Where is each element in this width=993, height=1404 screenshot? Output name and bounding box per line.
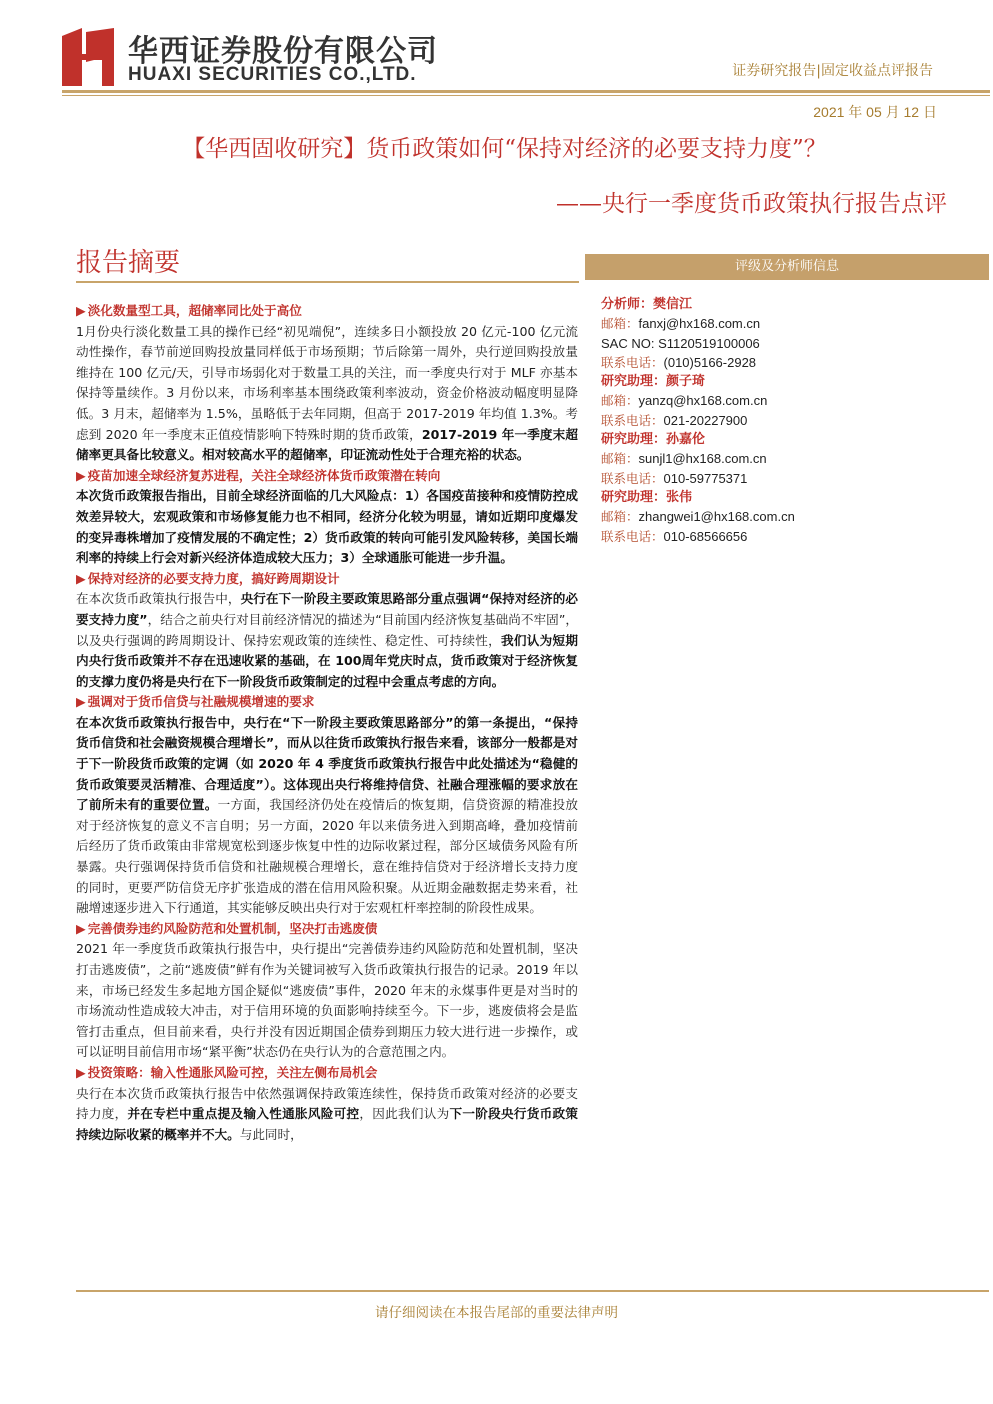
- report-type: 证券研究报告|固定收益点评报告: [732, 63, 933, 79]
- analyst-block: [601, 430, 981, 488]
- analyst-role: 研究助理：孙嘉伦: [601, 432, 706, 448]
- summary-underline: [76, 281, 579, 283]
- section-head: ▶ 完善债券违约风险防范和处置机制，坚决打击逃废债: [76, 920, 378, 936]
- triangle-bullet-icon: ▶: [76, 467, 86, 483]
- analyst-email: 邮箱：fanxj@hx168.com.cn: [601, 316, 761, 332]
- section-head: ▶ 疫苗加速全球经济复苏进程，关注全球经济体货币政策潜在转向: [76, 467, 441, 483]
- huaxi-logo: [62, 28, 114, 86]
- analyst-email: 邮箱：zhangwei1@hx168.com.cn: [601, 509, 795, 525]
- analyst-phone: 联系电话：(010)5166-2928: [601, 354, 757, 370]
- analyst-phone: 联系电话：021-20227900: [601, 412, 748, 428]
- analyst-block: [601, 488, 981, 546]
- triangle-bullet-icon: ▶: [76, 303, 86, 318]
- analyst-sac-no: SAC NO: S1120519100006: [601, 335, 760, 351]
- analyst-phone: 联系电话：010-59775371: [601, 470, 748, 486]
- triangle-bullet-icon: ▶: [76, 920, 86, 936]
- section-paragraph: 2021 年一季度货币政策执行报告中，央行提出“完善债券违约风险防范和处置机制，坚决打击逃废债”，之前“逃废债”鲜有作为关键词被写入货币政策执行报告的记录。2019 年以来，市场已经发生多起地方国企疑似“逃废债”事件，2020 年末的永煤事件更是对当时的市场流动性造成较大冲击，对于信用环境的负面影响持续至今。下一步，逃废债将会是监管打击重点，但目前来看，央行并没有因近期国企债券到期压力较大进行进一步操作，或可以证明目前信用市场“紧平衡”状态仍在央行认为的合意范围之内。: [76, 941, 578, 1060]
- summary-body: [76, 301, 578, 1145]
- section-paragraph: 在本次货币政策执行报告中，央行在下一阶段主要政策思路部分重点强调“保持对经济的必要支持力度”，结合之前央行对目前经济情况的描述为“目前国内经济恢复基础尚不牢固”，以及央行强调的跨周期设计、保持宏观政策的连续性、稳定性、可持续性，我们认为短期内央行货币政策并不存在迅速收紧的基础，在 100周年党庆时点，货币政策对于经济恢复的支撑力度仍将是央行在下一阶段货币政策制定的过程中会重点考虑的方向。: [76, 591, 579, 689]
- triangle-bullet-icon: ▶: [76, 1064, 86, 1080]
- section-paragraph: 本次货币政策报告指出，目前全球经济面临的几大风险点：1）各国疫苗接种和疫情防控成效差异较大，宏观政策和市场修复能力也不相同，经济分化较为明显，请如近期印度爆发的变异毒株增加了疫情发展的不确定性；2）货币政策的转向可能引发风险转移，美国长端利率的持续上行会对新兴经济体造成较大压力；3）全球通胀可能进一步升温。: [76, 488, 578, 566]
- triangle-bullet-icon: ▶: [76, 694, 86, 710]
- section-paragraph: 在本次货币政策执行报告中，央行在“下一阶段主要政策思路部分”的第一条提出，“保持货币信贷和社会融资规模合理增长”，而从以往货币政策执行报告来看，该部分一般都是对于下一阶段货币政策的定调（如 2020 年 4 季度货币政策执行报告中此处描述为“稳健的货币政策要灵活精准、合理适度”）。这体现出央行将维持信贷、社融合理涨幅的要求放在了前所未有的重要位置。一方面，我国经济仍处在疫情后的恢复期，信贷资源的精准投放对于经济恢复的意义不言自明；另一方面，2020 年以来债务进入到期高峰，叠加疫情前后经历了货币政策由非常规宽松到逐步恢复中性的边际收紧过程，部分区域债务风险有所暴露。央行强调保持货币信贷和社融规模合理增长，意在维持信贷对于经济增长支持力度的同时，更要严防信贷无序扩张造成的潜在信用风险积聚。从近期金融数据走势来看，社融增速逐步进入下行通道，其实能够反映出央行对于宏观杠杆率控制的阶段性成果。: [76, 714, 579, 916]
- company-name-cn: 华西证券股份有限公司: [128, 34, 438, 69]
- analyst-email: 邮箱：yanzq@hx168.com.cn: [601, 393, 768, 409]
- section-head: ▶ 淡化数量型工具，超储率同比处于高位: [76, 303, 302, 318]
- summary-heading: 报告摘要: [76, 248, 181, 278]
- section-paragraph: 1月份央行淡化数量工具的操作已经“初见端倪”，连续多日小额投放 20 亿元-100 亿元流动性操作，春节前逆回购投放量同样低于市场预期；节后除第一周外，央行逆回购投放量维持在 100 亿元/天，引导市场弱化对于数量工具的关注，而一季度央行对于 MLF 亦基本保持等量续作。3 月份以来，市场利率基本围绕政策利率波动，资金价格波动幅度明显降低。3 月末，超储率为 1.5%，虽略低于去年同期，但高于 2017-2019 年均值 1.3%。考虑到 2020 年一季度末正值疫情影响下特殊时期的货币政策，2017-2019 年一季度末超储率更具备比较意义。相对较高水平的超储率，印证流动性处于合理充裕的状态。: [76, 323, 578, 463]
- analyst-block: [601, 295, 981, 372]
- analyst-phone: 联系电话：010-68566656: [601, 528, 748, 544]
- section-head: ▶ 投资策略：输入性通胀风险可控，关注左侧布局机会: [76, 1064, 378, 1080]
- section-head: ▶ 保持对经济的必要支持力度，搞好跨周期设计: [76, 570, 340, 586]
- analyst-role: 研究助理：颜子琦: [601, 374, 706, 390]
- analyst-info-title: 评级及分析师信息: [734, 259, 839, 274]
- triangle-bullet-icon: ▶: [76, 570, 86, 586]
- legal-notice: 请仔细阅读在本报告尾部的重要法律声明: [375, 1305, 618, 1321]
- company-name-en: HUAXI SECURITIES CO.,LTD.: [128, 64, 417, 85]
- report-title: 【华西固收研究】货币政策如何“保持对经济的必要支持力度”？: [182, 136, 827, 162]
- header-divider-thin: [62, 95, 990, 96]
- report-subtitle: ——央行一季度货币政策执行报告点评: [556, 191, 947, 217]
- analyst-block: [601, 372, 981, 430]
- report-date: 2021 年 05 月 12 日: [813, 104, 937, 120]
- header-divider: [62, 90, 990, 93]
- section-head: ▶ 强调对于货币信贷与社融规模增速的要求: [76, 694, 315, 710]
- analyst-role: 分析师：樊信江: [601, 297, 693, 312]
- footer-divider: [76, 1290, 989, 1292]
- section-paragraph: 央行在本次货币政策执行报告中依然强调保持政策连续性，保持货币政策对经济的必要支持力度，并在专栏中重点提及输入性通胀风险可控，因此我们认为下一阶段央行货币政策持续边际收紧的概率并不大。与此同时，: [76, 1085, 579, 1142]
- analyst-list: [601, 295, 981, 546]
- analyst-role: 研究助理：张伟: [601, 489, 693, 505]
- analyst-email: 邮箱：sunjl1@hx168.com.cn: [601, 451, 767, 467]
